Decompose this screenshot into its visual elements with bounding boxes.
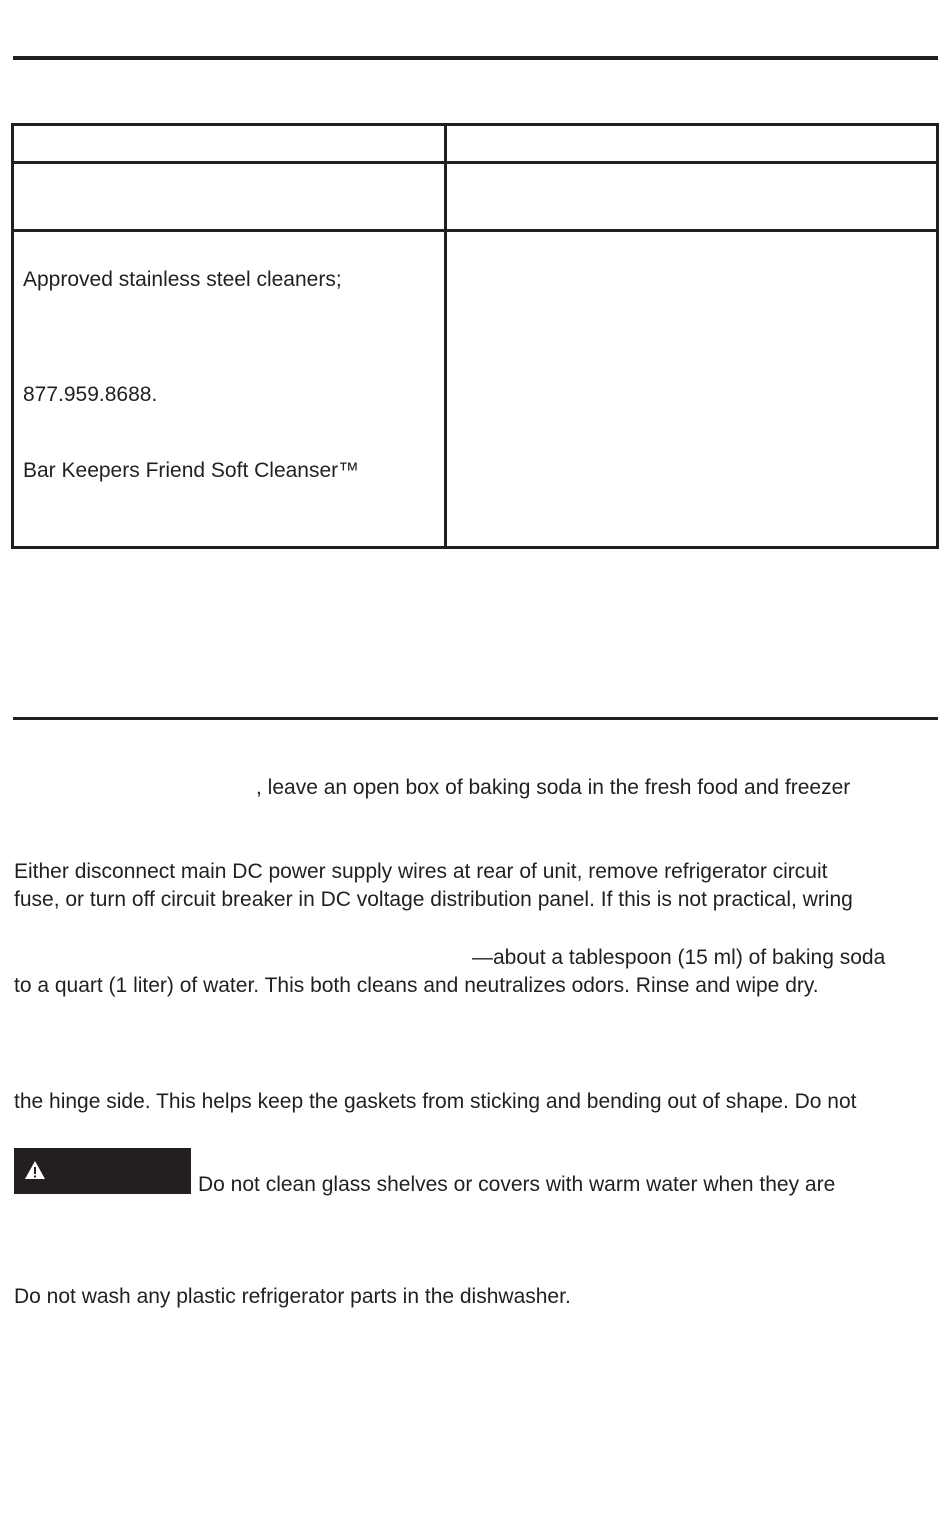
dishwasher-note: Do not wash any plastic refrigerator parts in the dishwasher. (14, 1285, 571, 1308)
baking-soda-mix-line: —about a tablespoon (15 ml) of baking soda (472, 946, 886, 969)
table-border-right (936, 123, 939, 549)
section-top-rule (13, 56, 938, 60)
cleaner-product-text: Bar Keepers Friend Soft Cleanser™ (23, 459, 360, 482)
table-border-bottom (11, 546, 939, 549)
warning-text: Do not clean glass shelves or covers with warm water when they are (198, 1173, 836, 1196)
baking-soda-line: , leave an open box of baking soda in the fresh food and freezer (256, 776, 851, 799)
table-row-divider (11, 161, 939, 164)
rinse-line: to a quart (1 liter) of water. This both cleans and neutralizes odors. Rinse and wipe dry. (14, 974, 819, 997)
table-column-divider (444, 123, 447, 549)
table-border-left (11, 123, 14, 549)
gasket-line: the hinge side. This helps keep the gaskets from sticking and bending out of shape. Do not (14, 1090, 857, 1113)
table-row-divider (11, 229, 939, 232)
power-disconnect-line: Either disconnect main DC power supply wires at rear of unit, remove refrigerator circuit (14, 860, 828, 883)
section-divider-rule (13, 717, 938, 720)
cleaning-table (11, 123, 939, 549)
cleaner-phone-text: 877.959.8688. (23, 383, 158, 406)
warning-triangle-icon (24, 1160, 46, 1180)
power-disconnect-line-2: fuse, or turn off circuit breaker in DC voltage distribution panel. If this is not practical, wring (14, 888, 853, 911)
cleaner-approved-text: Approved stainless steel cleaners; (23, 268, 342, 291)
warning-badge (14, 1148, 191, 1194)
table-border-top (11, 123, 939, 126)
